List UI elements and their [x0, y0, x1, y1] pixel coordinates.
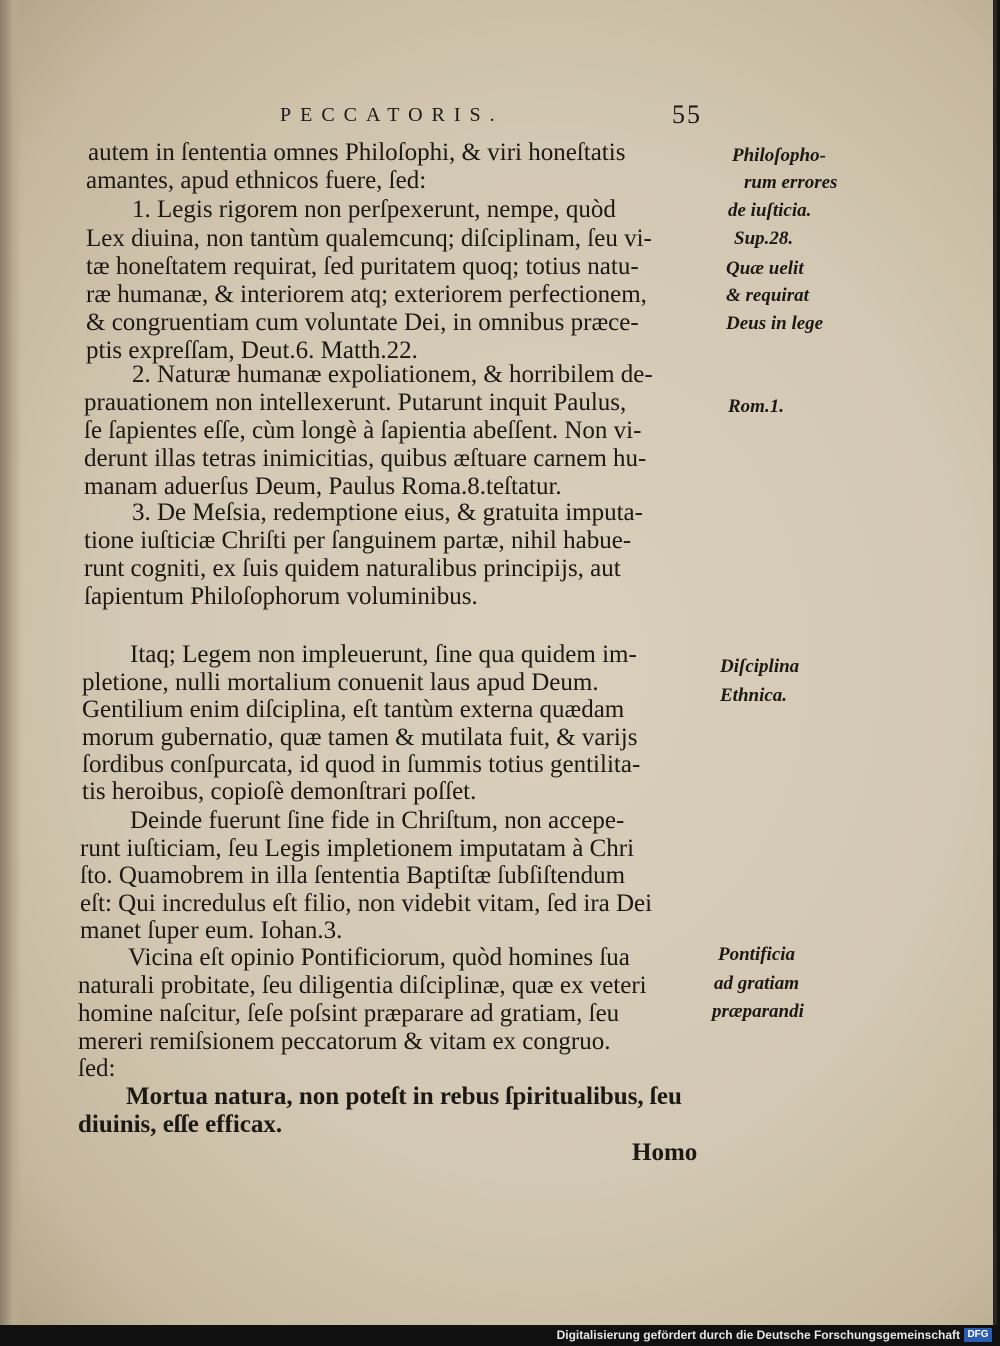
margin-note: præparandi: [712, 1001, 804, 1022]
text-line: Lex diuina, non tantùm qualemcunq; diſciplinam, ſeu vi-: [86, 225, 652, 252]
text-line: naturali probitate, ſeu diligentia diſciplinæ, quæ ex veteri: [78, 972, 647, 999]
text-line: Itaq; Legem non impleuerunt, ſine qua quidem im-: [130, 641, 637, 668]
margin-note: de iuſticia.: [728, 200, 812, 221]
text-line: ptis expreſſam, Deut.6. Matth.22.: [86, 337, 418, 364]
margin-note: ad gratiam: [714, 973, 799, 994]
catchword: Homo: [632, 1139, 698, 1166]
text-line: amantes, apud ethnicos fuere, ſed:: [86, 167, 427, 194]
text-line: ſapientum Philoſophorum voluminibus.: [84, 583, 478, 610]
margin-note: Pontificia: [718, 944, 796, 965]
text-line: tis heroibus, copioſè demonſtrari poſſet.: [82, 778, 477, 805]
margin-note: Quæ uelit: [726, 258, 804, 279]
text-line: ſordibus conſpurcata, id quod in ſummis totius gentilita-: [82, 751, 641, 778]
text-line: morum gubernatio, quæ tamen & mutilata fuit, & varijs: [82, 724, 638, 751]
text-line: runt cogniti, ex ſuis quidem naturalibus principijs, aut: [84, 555, 621, 582]
margin-note: & requirat: [726, 285, 809, 306]
text-line: pletione, nulli mortalium conuenit laus apud Deum.: [82, 669, 599, 696]
margin-note: rum errores: [744, 172, 838, 193]
text-line: diuinis, eſſe efficax.: [78, 1111, 283, 1138]
text-line: eſt: Qui incredulus eſt filio, non videbit vitam, ſed ira Dei: [80, 890, 653, 917]
margin-note: Rom.1.: [728, 396, 784, 417]
dfg-logo: DFG: [964, 1328, 992, 1342]
text-line: ſe ſapientes eſſe, cùm longè à ſapientia abeſſent. Non vi-: [84, 417, 642, 444]
funding-credit: Digitalisierung gefördert durch die Deutsche Forschungsgemeinschaft: [556, 1328, 960, 1342]
text-line: tæ honeſtatem requirat, ſed puritatem quoq; totius natu-: [86, 253, 639, 280]
margin-note: Deus in lege: [726, 313, 824, 334]
text-line: derunt illas tetras inimicitias, quibus æſtuare carnem hu-: [84, 445, 647, 472]
page-gutter-shadow: [0, 0, 22, 1325]
text-line: manam aduerſus Deum, Paulus Roma.8.teſtatur.: [84, 473, 562, 500]
text-line: Mortua natura, non poteſt in rebus ſpiritualibus, ſeu: [126, 1083, 682, 1110]
text-line: Deinde fuerunt ſine fide in Chriſtum, non accepe-: [130, 807, 625, 834]
text-line: & congruentiam cum voluntate Dei, in omnibus præce-: [86, 309, 639, 336]
page-number: 55: [672, 100, 702, 129]
text-line: autem in ſententia omnes Philoſophi, & viri honeſtatis: [88, 139, 626, 166]
margin-note: Diſciplina: [720, 656, 800, 677]
text-line: ræ humanæ, & interiorem atq; exteriorem perfectionem,: [86, 281, 647, 308]
text-line: ſto. Quamobrem in illa ſententia Baptiſtæ ſubſiſtendum: [80, 862, 626, 889]
text-line: 2. Naturæ humanæ expoliationem, & horribilem de-: [132, 361, 653, 388]
text-line: tione iuſticiæ Chriſti per ſanguinem partæ, nihil habue-: [84, 527, 632, 554]
text-line: manet ſuper eum. Iohan.3.: [80, 917, 343, 944]
text-line: Gentilium enim diſciplina, eſt tantùm externa quædam: [82, 696, 625, 723]
text-line: prauationem non intellexerunt. Putarunt inquit Paulus,: [84, 389, 627, 416]
margin-note: Sup.28.: [734, 228, 794, 249]
text-line: homine naſcitur, ſeſe poſsint præparare ad gratiam, ſeu: [78, 1000, 620, 1027]
page-header: [280, 100, 730, 136]
running-title: PECCATORIS.: [280, 104, 504, 126]
text-line: runt iuſticiam, ſeu Legis impletionem imputatam à Chri: [80, 835, 635, 862]
text-line: Vicina eſt opinio Pontificiorum, quòd homines ſua: [128, 944, 630, 971]
text-line: 1. Legis rigorem non perſpexerunt, nempe, quòd: [132, 196, 616, 223]
margin-note: Ethnica.: [720, 685, 788, 706]
text-line: ſed:: [78, 1055, 116, 1082]
text-line: mereri remiſsionem peccatorum & vitam ex congruo.: [78, 1028, 611, 1055]
margin-note: Philoſopho-: [732, 145, 826, 166]
digitization-footer: [0, 1325, 1000, 1346]
text-line: 3. De Meſsia, redemptione eius, & gratuita imputa-: [132, 499, 643, 526]
